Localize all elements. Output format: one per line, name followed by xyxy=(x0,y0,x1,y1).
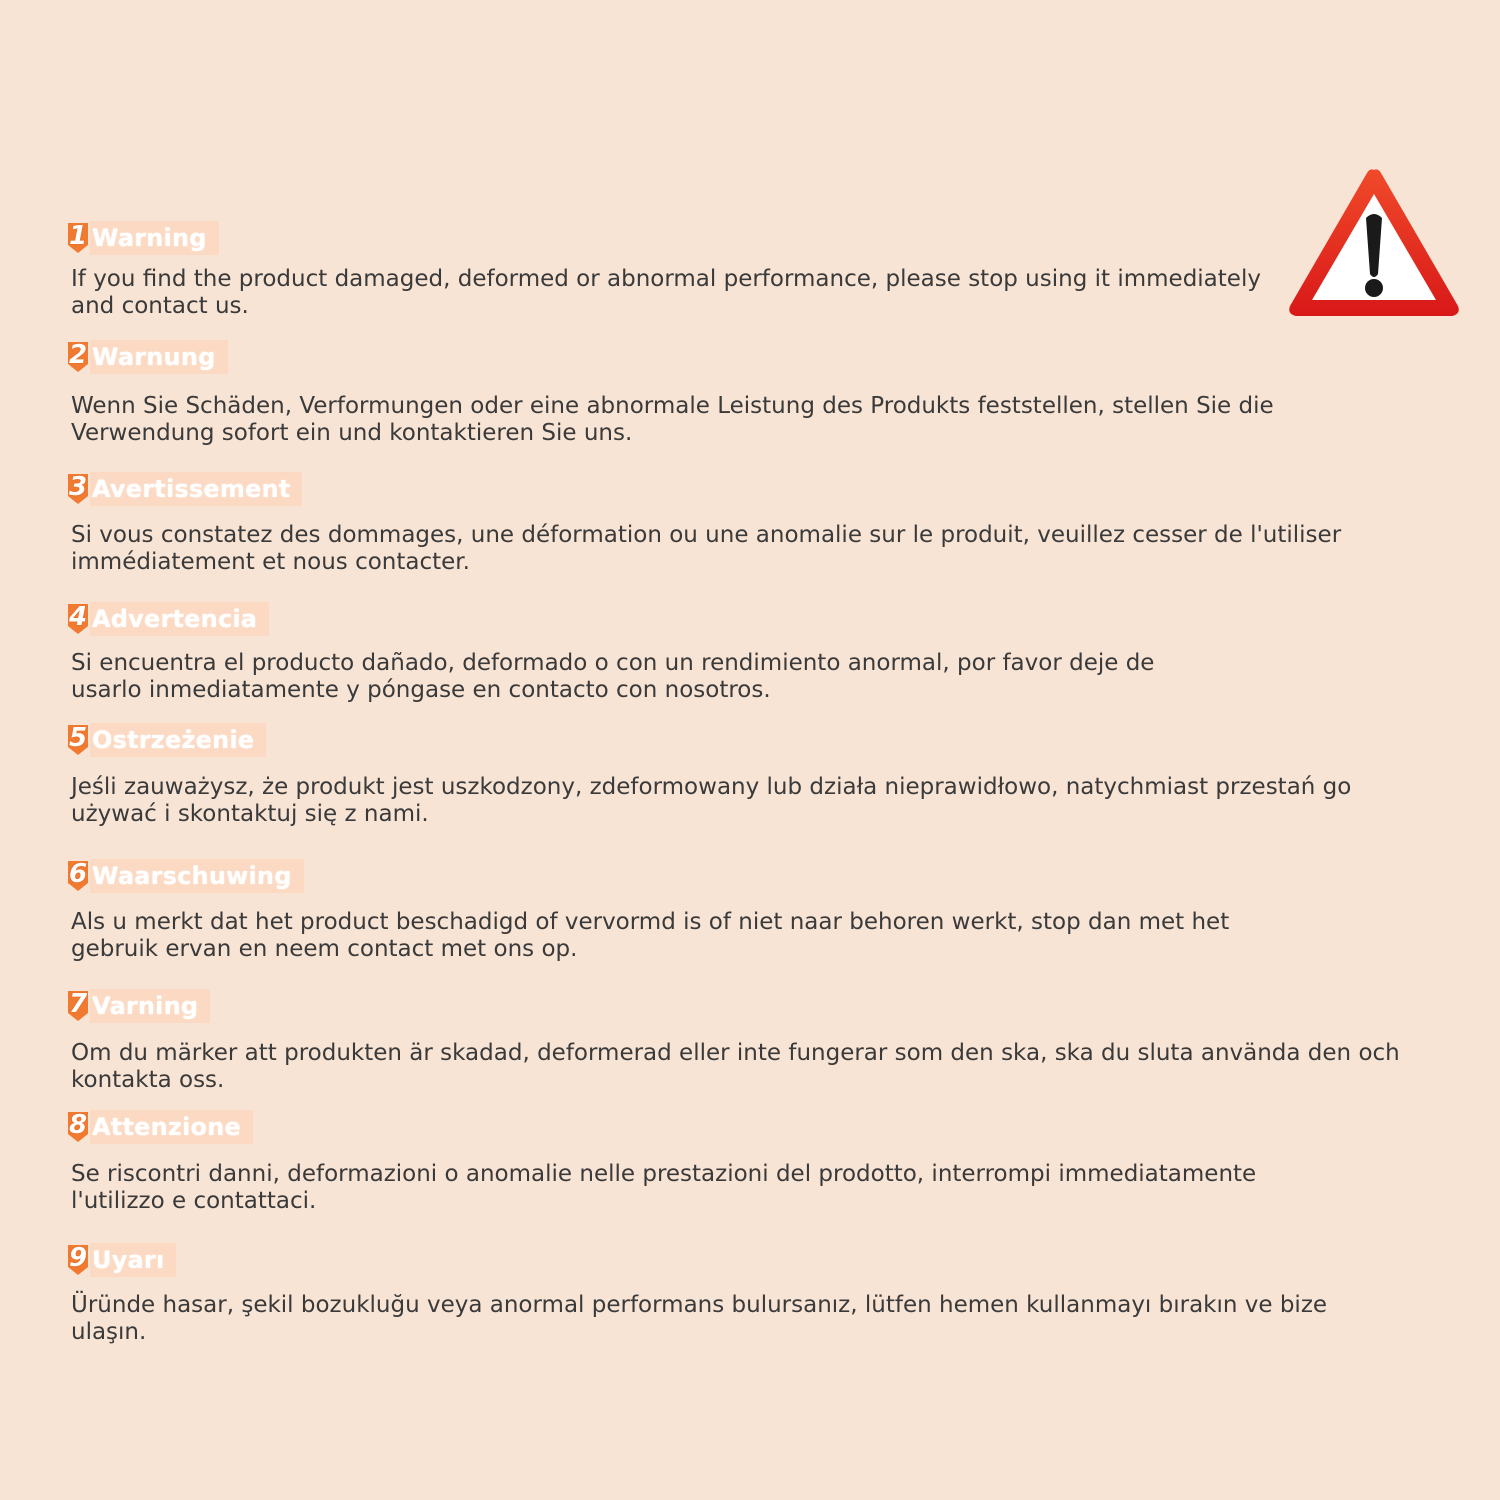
number-label: 5 xyxy=(68,723,88,753)
section-heading xyxy=(68,988,210,1024)
number-badge xyxy=(68,1112,88,1142)
section-title: Waarschuwing xyxy=(92,862,292,890)
title-box xyxy=(90,859,304,893)
section-text: Wenn Sie Schäden, Verformungen oder eine abnormale Leistung des Produkts feststellen, stellen Sie die Verwendung sofort ein und kontaktieren Sie uns. xyxy=(71,393,1274,446)
section-heading xyxy=(68,1109,253,1145)
number-label: 8 xyxy=(68,1110,88,1140)
number-badge xyxy=(68,223,88,253)
number-badge xyxy=(68,861,88,891)
number-badge xyxy=(68,474,88,504)
title-box xyxy=(90,340,228,374)
number-label: 2 xyxy=(68,340,88,370)
section-heading xyxy=(68,1242,176,1278)
section-text: Om du märker att produkten är skadad, deformerad eller inte fungerar som den ska, ska du sluta använda den och kontakta oss. xyxy=(71,1040,1400,1093)
section-text: If you find the product damaged, deformed or abnormal performance, please stop using it immediately and contact us. xyxy=(71,266,1261,319)
title-box xyxy=(90,1243,176,1277)
section-title: Uyarı xyxy=(92,1246,165,1274)
section-title: Attenzione xyxy=(92,1113,241,1141)
number-label: 9 xyxy=(68,1243,88,1273)
number-label: 4 xyxy=(68,602,88,632)
section-heading xyxy=(68,471,302,507)
number-label: 1 xyxy=(68,221,88,251)
number-badge xyxy=(68,991,88,1021)
number-label: 7 xyxy=(68,989,88,1019)
section-title: Ostrzeżenie xyxy=(92,726,255,754)
section-title: Avertissement xyxy=(92,475,291,503)
number-badge xyxy=(68,604,88,634)
section-text: Se riscontri danni, deformazioni o anomalie nelle prestazioni del prodotto, interrompi immediatamente l'utilizzo e contattaci. xyxy=(71,1161,1257,1214)
title-box xyxy=(90,723,266,757)
title-box xyxy=(90,221,219,255)
number-label: 3 xyxy=(68,472,88,502)
section-heading xyxy=(68,722,266,758)
number-badge xyxy=(68,342,88,372)
section-heading xyxy=(68,858,304,894)
section-title: Warnung xyxy=(92,343,216,371)
section-title: Varning xyxy=(92,992,199,1020)
section-title: Advertencia xyxy=(92,605,258,633)
section-text: Si vous constatez des dommages, une déformation ou une anomalie sur le produit, veuillez cesser de l'utiliser immédiatement et nous contacter. xyxy=(71,522,1342,575)
section-title: Warning xyxy=(92,224,207,252)
number-badge xyxy=(68,1245,88,1275)
title-box xyxy=(90,1110,253,1144)
title-box xyxy=(90,602,269,636)
section-text: Üründe hasar, şekil bozukluğu veya anormal performans bulursanız, lütfen hemen kullanmayı bırakın ve bize ulaşın. xyxy=(71,1292,1328,1345)
section-text: Als u merkt dat het product beschadigd of vervormd is of niet naar behoren werkt, stop dan met het gebruik ervan en neem contact met ons op. xyxy=(71,909,1230,962)
section-heading xyxy=(68,339,228,375)
title-box xyxy=(90,989,210,1023)
title-box xyxy=(90,472,302,506)
section-text: Si encuentra el producto dañado, deformado o con un rendimiento anormal, por favor deje de usarlo inmediatamente y póngase en contacto con nosotros. xyxy=(71,650,1155,703)
section-heading xyxy=(68,601,269,637)
number-badge xyxy=(68,725,88,755)
section-heading xyxy=(68,220,219,256)
number-label: 6 xyxy=(68,859,88,889)
section-text: Jeśli zauważysz, że produkt jest uszkodzony, zdeformowany lub działa nieprawidłowo, natychmiast przestań go używać i skontaktuj się z nami. xyxy=(71,774,1352,827)
